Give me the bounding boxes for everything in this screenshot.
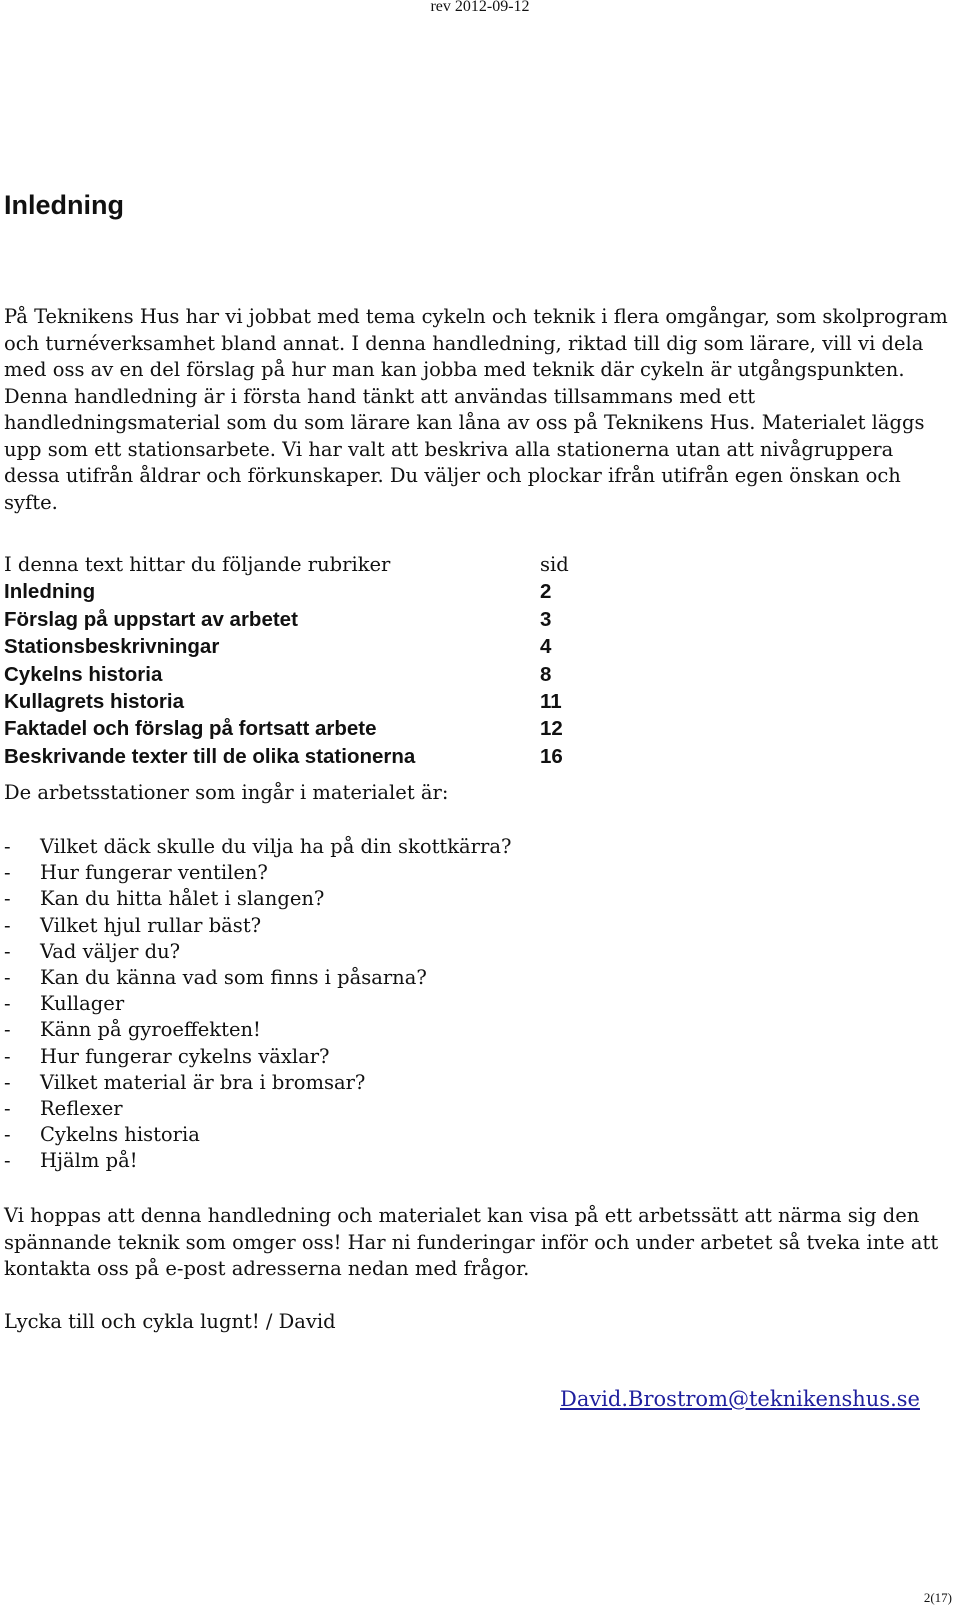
station-name: Kullager [40, 992, 125, 1016]
toc-entry [4, 608, 604, 635]
closing-paragraph: Vi hoppas att denna handledning och materialet kan visa på ett arbetssätt att närma sig den spännande teknik som omger oss! Har ni funderingar inför och under arbetet så tveka inte att kontakta oss på e-post adresserna nedan med frågor. [4, 1204, 939, 1280]
list-marker: - [4, 1096, 11, 1120]
list-marker: - [4, 1044, 11, 1068]
page-title: Inledning [4, 190, 124, 220]
toc-entry-page: 16 [540, 744, 563, 768]
list-marker: - [4, 1018, 11, 1042]
toc-entry-page: 4 [540, 635, 552, 659]
list-marker: - [4, 913, 11, 937]
toc-entry [4, 663, 604, 690]
toc-page-heading: sid [540, 553, 569, 576]
toc-entry-label: Stationsbeskrivningar [4, 635, 220, 659]
toc-heading: I denna text hittar du följande rubriker [4, 553, 391, 576]
toc-header-row [4, 553, 604, 580]
toc-entry-page: 12 [540, 717, 563, 741]
toc-entry-label: Förslag på uppstart av arbetet [4, 607, 298, 631]
list-marker: - [4, 965, 11, 989]
intro-paragraph: På Teknikens Hus har vi jobbat med tema cykeln och teknik i flera omgångar, som skolprogram och turnéverksamhet bland annat. I denna handledning, riktad till dig som lärare, vill vi dela med oss av en del förslag på hur man kan jobba med teknik där cykeln är utgångspunkten. Denna handledning är i första hand tänkt att användas tillsammans med ett handledningsmaterial som du som lärare kan låna av oss på Teknikens Hus. Materialet läggs upp som ett stationsarbete. Vi har valt att beskriva alla stationerna utan att nivågruppera dessa utifrån åldrar och förkunskaper. Du väljer och plockar ifrån utifrån egen önskan och syfte. [4, 305, 948, 514]
toc-entry [4, 745, 604, 772]
list-marker: - [4, 939, 11, 963]
signoff: Lycka till och cykla lugnt! / David [4, 1310, 336, 1333]
station-name: Reflexer [40, 1096, 123, 1120]
toc-entry-label: Beskrivande texter till de olika stationerna [4, 744, 416, 768]
toc-entry-page: 2 [540, 580, 552, 604]
station-name: Vad väljer du? [40, 939, 181, 963]
toc-entry-page: 8 [540, 662, 552, 686]
list-marker: - [4, 861, 11, 885]
revision-header: rev 2012-09-12 [430, 0, 530, 15]
toc-entry-label: Cykelns historia [4, 662, 163, 686]
station-name: Känn på gyroeffekten! [40, 1018, 261, 1042]
toc-entry [4, 635, 604, 662]
list-marker: - [4, 1070, 11, 1094]
table-of-contents [4, 553, 604, 772]
station-name: Hur fungerar cykelns växlar? [40, 1044, 330, 1068]
toc-entry-label: Faktadel och förslag på fortsatt arbete [4, 717, 377, 741]
list-marker: - [4, 835, 11, 858]
station-name: Kan du hitta hålet i slangen? [40, 887, 325, 911]
station-name: Vilket däck skulle du vilja ha på din skottkärra? [40, 835, 512, 858]
station-name: Hur fungerar ventilen? [40, 861, 268, 885]
page-number: 2(17) [923, 1590, 952, 1605]
toc-entry-label: Inledning [4, 580, 96, 604]
station-name: Hjälm på! [40, 1149, 138, 1173]
stations-intro: De arbetsstationer som ingår i materialet är: [4, 781, 449, 804]
list-marker: - [4, 887, 11, 911]
email-link[interactable]: David.Brostrom@teknikenshus.se [560, 1387, 920, 1411]
list-marker: - [4, 1123, 11, 1147]
station-name: Cykelns historia [40, 1123, 200, 1147]
station-name: Vilket hjul rullar bäst? [40, 913, 262, 937]
list-marker: - [4, 1149, 11, 1173]
list-marker: - [4, 992, 11, 1016]
toc-entry-label: Kullagrets historia [4, 689, 184, 713]
station-name: Kan du känna vad som finns i påsarna? [40, 965, 427, 989]
toc-entry [4, 717, 604, 744]
toc-entry [4, 690, 604, 717]
station-name: Vilket material är bra i bromsar? [40, 1070, 366, 1094]
toc-entry-page: 11 [540, 689, 562, 713]
toc-entry [4, 580, 604, 607]
toc-entry-page: 3 [540, 607, 552, 631]
